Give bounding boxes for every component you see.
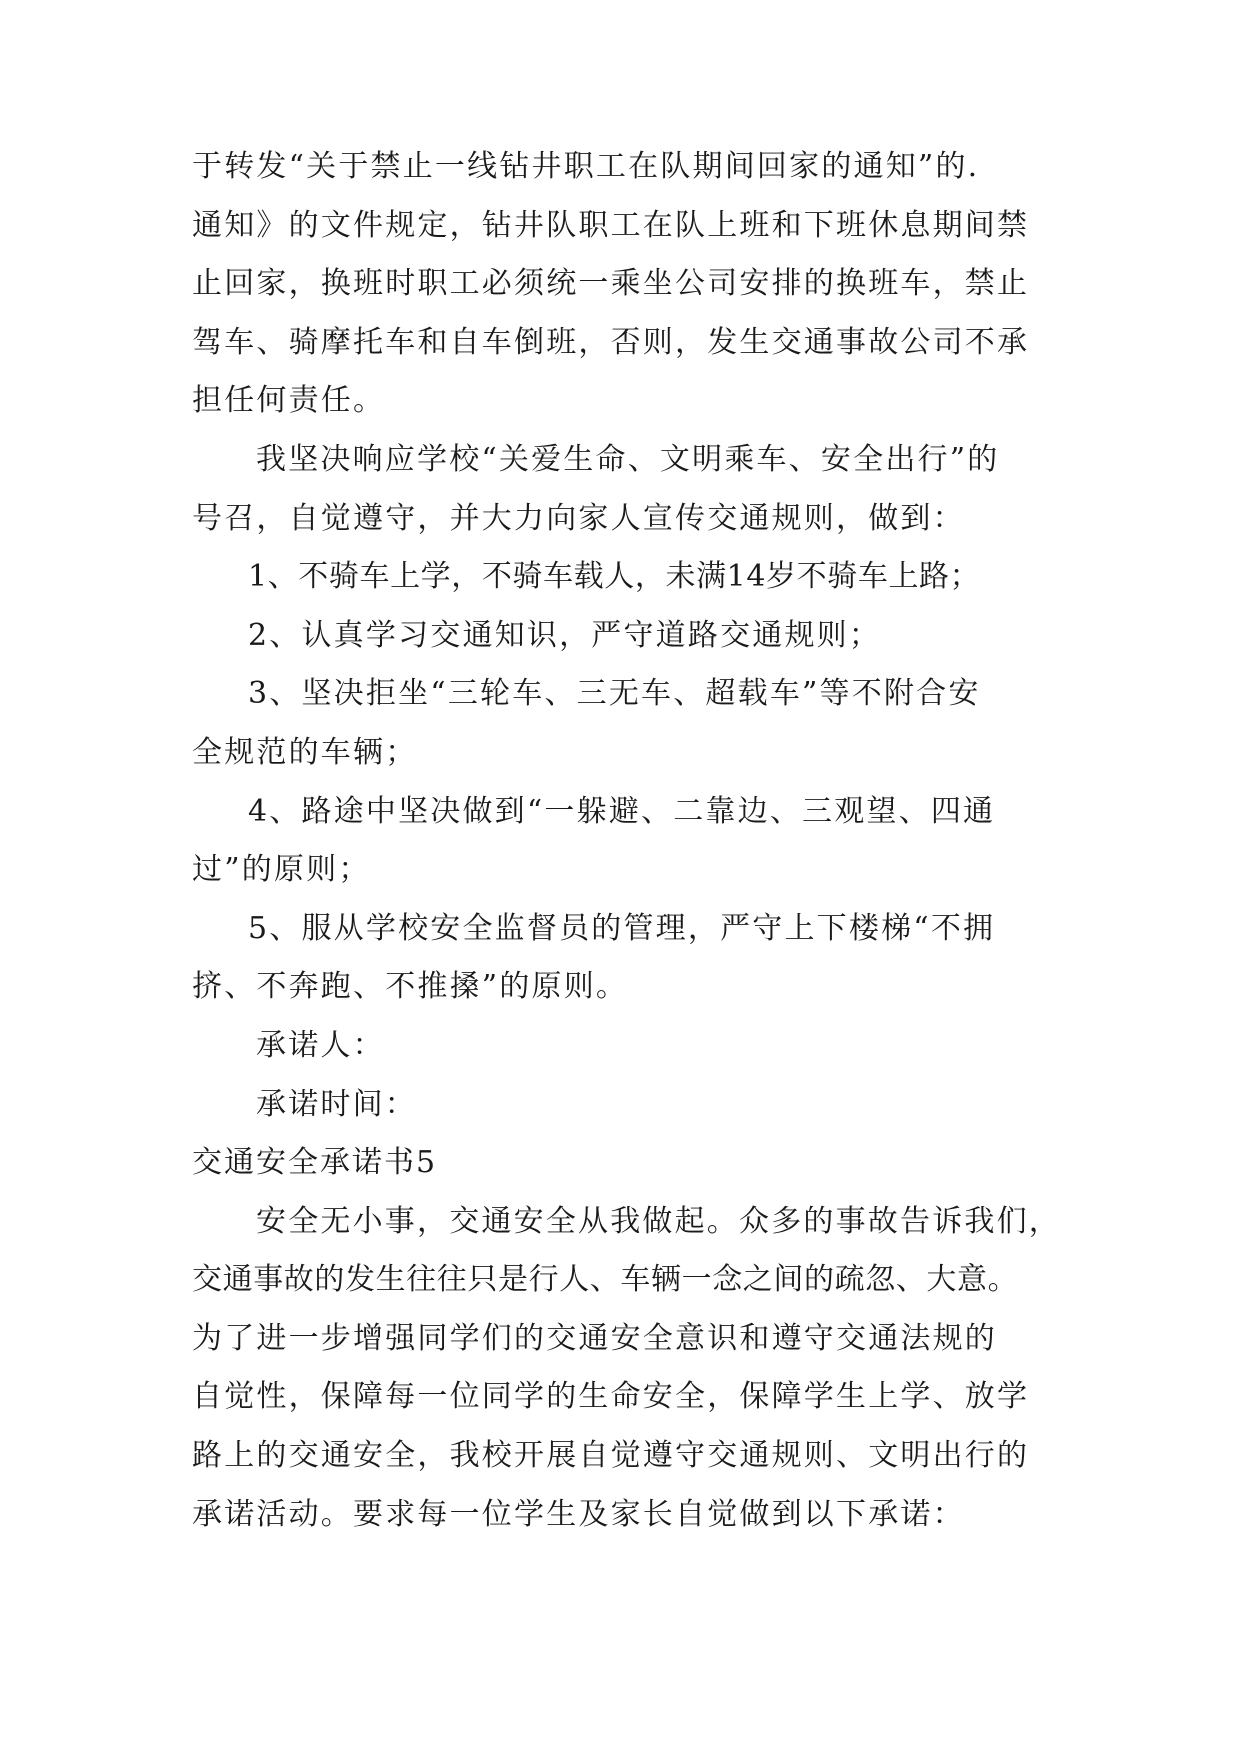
list-item-5: 5、服从学校安全监督员的管理，严守上下楼梯“不拥	[248, 910, 996, 946]
list-item-4: 4、路途中坚决做到“一躲避、二靠边、三观望、四通	[248, 793, 996, 829]
list-item-3: 3、坚决拒坐“三轮车、三无车、超载车”等不附合安	[248, 676, 981, 712]
paragraph-line: 全规范的车辆；	[192, 734, 418, 770]
section-heading: 交通安全承诺书5	[192, 1145, 438, 1181]
list-item-2: 2、认真学习交通知识，严守道路交通规则；	[248, 617, 882, 653]
paragraph-line: 驾车、骑摩托车和自车倒班，否则，发生交通事故公司不承	[192, 324, 1030, 360]
signer-label: 承诺人：	[256, 1027, 385, 1063]
list-item-1: 1、不骑车上学，不骑车载人，未满14岁不骑车上路；	[248, 559, 981, 595]
paragraph-line: 交通事故的发生往往只是行人、车辆一念之间的疏忽、大意。	[192, 1262, 1019, 1298]
document-body	[192, 138, 1062, 1544]
paragraph-line: 我坚决响应学校“关爱生命、文明乘车、安全出行”的	[256, 441, 1000, 477]
paragraph-line: 通知》的文件规定，钻井队职工在队上班和下班休息期间禁	[192, 207, 1030, 243]
paragraph-line: 安全无小事，交通安全从我做起。众多的事故告诉我们，	[256, 1203, 1061, 1239]
paragraph-line: 担任何责任。	[192, 383, 386, 419]
paragraph-line: 路上的交通安全，我校开展自觉遵守交通规则、文明出行的	[192, 1438, 1030, 1474]
paragraph-line: 于转发“关于禁止一线钻井职工在队期间回家的通知”的.	[192, 149, 980, 184]
paragraph-line: 过”的原则；	[192, 852, 371, 888]
paragraph-line: 挤、不奔跑、不推搡”的原则。	[192, 969, 629, 1005]
paragraph-line: 止回家，换班时职工必须统一乘坐公司安排的换班车，禁止	[192, 266, 1030, 302]
paragraph-line: 自觉性，保障每一位同学的生命安全，保障学生上学、放学	[192, 1379, 1030, 1415]
paragraph-line: 号召，自觉遵守，并大力向家人宣传交通规则，做到：	[192, 500, 965, 536]
paragraph-line: 为了进一步增强同学们的交通安全意识和遵守交通法规的	[192, 1320, 997, 1356]
paragraph-line: 承诺活动。要求每一位学生及家长自觉做到以下承诺：	[192, 1496, 965, 1532]
signing-time-label: 承诺时间：	[256, 1086, 417, 1122]
